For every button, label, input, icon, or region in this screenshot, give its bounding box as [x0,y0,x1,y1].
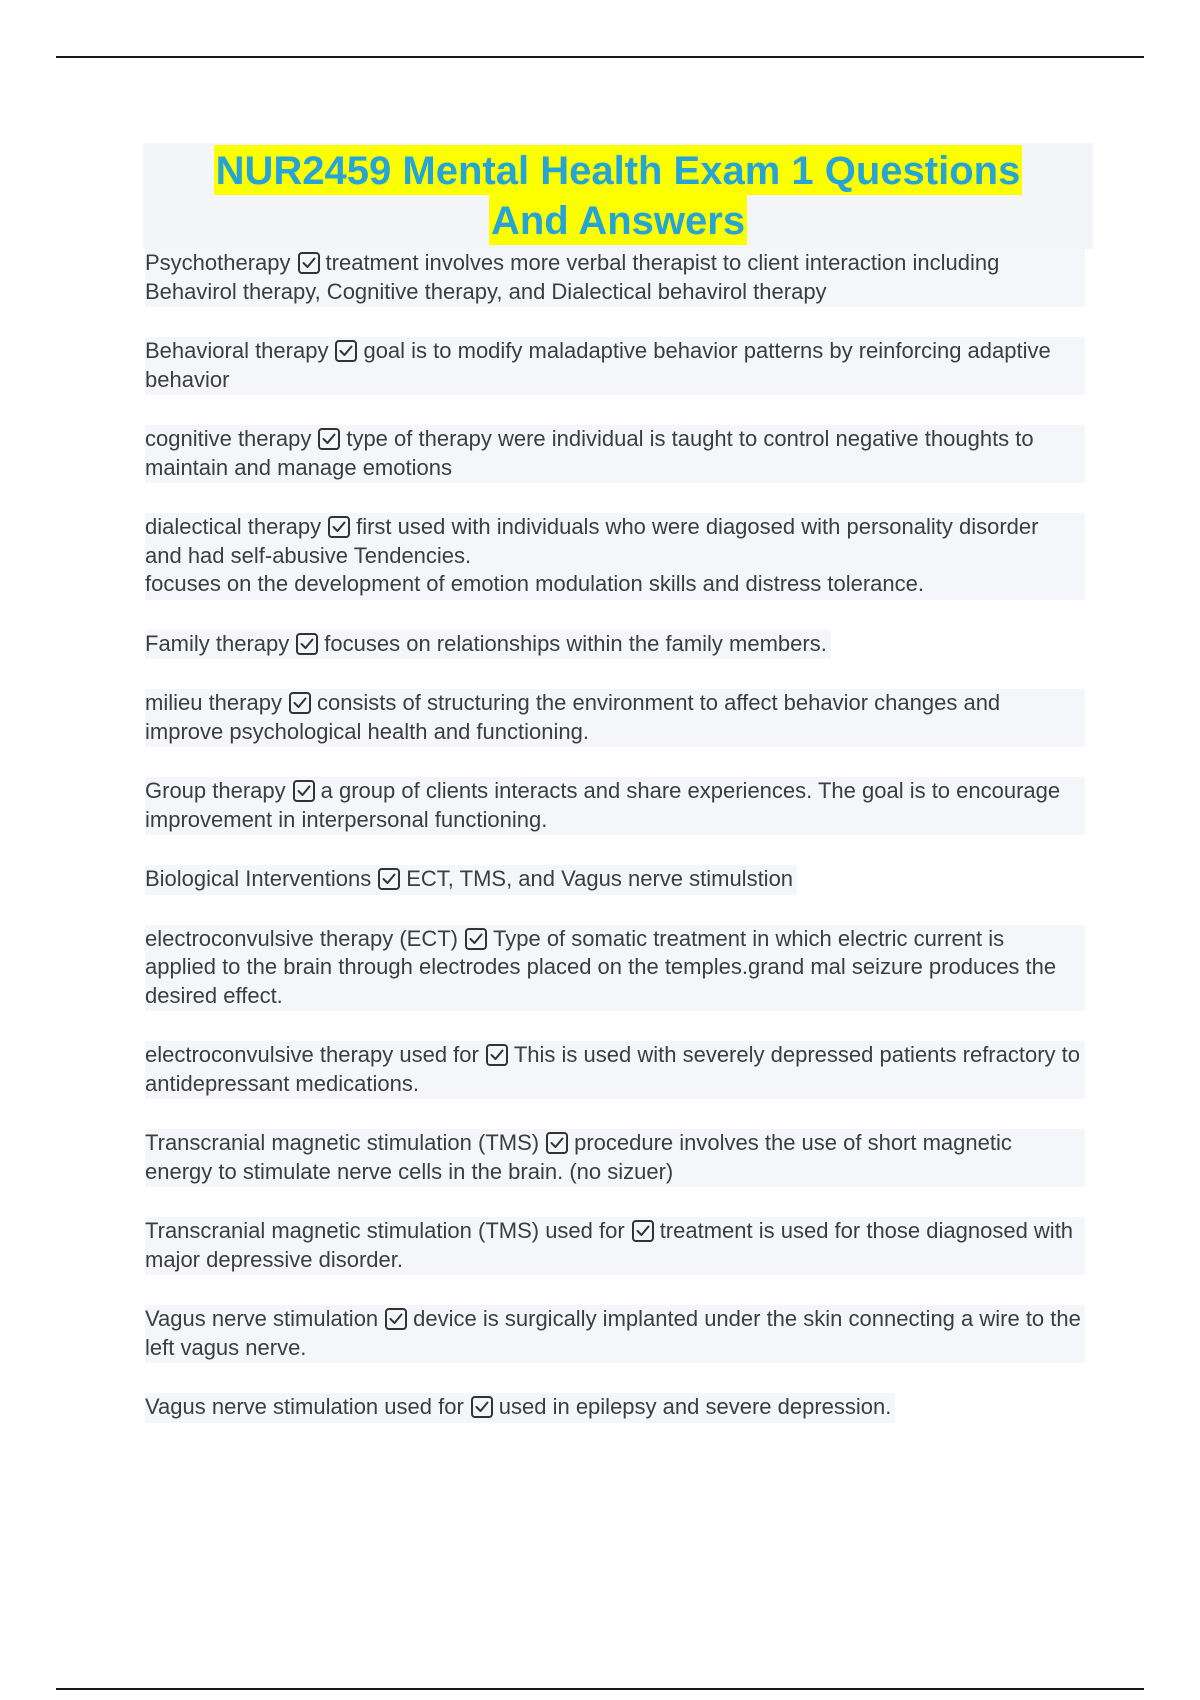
qa-list [145,249,1085,1423]
qa-term: Behavioral therapy [145,338,329,363]
qa-term: Vagus nerve stimulation used for [145,1394,464,1419]
title-line-1: NUR2459 Mental Health Exam 1 Questions [214,145,1023,195]
checkbox-checked-icon [465,928,487,950]
qa-item [145,865,797,895]
checkbox-checked-icon [318,428,340,450]
checkbox-checked-icon [328,516,350,538]
qa-answer: treatment involves more verbal therapist to client interaction including Behavirol therapy, Cognitive therapy, and Dialectical behavirol therapy [145,250,1000,304]
qa-term: electroconvulsive therapy used for [145,1042,479,1067]
qa-item [145,513,1085,600]
qa-term: Biological Interventions [145,866,372,891]
checkbox-checked-icon [335,340,357,362]
qa-term: electroconvulsive therapy (ECT) [145,925,459,951]
checkbox-checked-icon [289,692,311,714]
checkbox-checked-icon [298,252,320,274]
qa-answer: type of therapy were individual is taught to control negative thoughts to maintain and manage emotions [145,426,1034,480]
qa-answer: This is used with severely depressed patients refractory to antidepressant medications. [145,1042,1081,1096]
checkbox-checked-icon [296,633,318,655]
qa-answer: consists of structuring the environment to affect behavior changes and improve psychological health and functioning. [145,690,1001,744]
qa-item [145,689,1085,747]
checkbox-checked-icon [378,868,400,890]
qa-answer: first used with individuals who were diagosed with personality disorder and had self-abusive Tendencies. [145,514,1039,568]
qa-answer-continuation: focuses on the development of emotion modulation skills and distress tolerance. [145,571,924,596]
qa-answer: goal is to modify maladaptive behavior patterns by reinforcing adaptive behavior [145,338,1051,392]
qa-answer: treatment is used for those diagnosed with major depressive disorder. [145,1218,1074,1272]
qa-item [145,1305,1085,1363]
qa-term: dialectical therapy [145,514,322,539]
bottom-rule [56,1688,1144,1690]
checkbox-checked-icon [293,780,315,802]
qa-answer: device is surgically implanted under the skin connecting a wire to the left vagus nerve. [145,1306,1081,1360]
checkbox-checked-icon [546,1132,568,1154]
qa-item [145,777,1085,835]
qa-answer: Type of somatic treatment in which electric current is applied to the brain through electrodes placed on the temples.grand mal seizure produces the desired effect. [145,925,1057,1008]
qa-item [145,630,831,660]
qa-term: Psychotherapy [145,250,291,275]
qa-answer: a group of clients interacts and share experiences. The goal is to encourage improvement in interpersonal functioning. [145,778,1061,832]
qa-item [145,925,1085,1012]
qa-item [145,249,1085,307]
qa-item [145,1041,1085,1099]
checkbox-checked-icon [471,1396,493,1418]
checkbox-checked-icon [632,1220,654,1242]
top-rule [56,56,1144,58]
qa-term: Family therapy [145,630,290,656]
title-line-2: And Answers [489,195,747,245]
qa-item [145,1217,1085,1275]
qa-term: Group therapy [145,778,286,803]
qa-item [145,337,1085,395]
qa-item [145,425,1085,483]
qa-item [145,1393,895,1423]
qa-term: Transcranial magnetic stimulation (TMS) [145,1130,540,1155]
qa-term: cognitive therapy [145,426,312,451]
qa-answer: used in epilepsy and severe depression. [498,1394,892,1419]
checkbox-checked-icon [486,1044,508,1066]
qa-item [145,1129,1085,1187]
qa-answer: procedure involves the use of short magnetic energy to stimulate nerve cells in the brain. (no sizuer) [145,1130,1012,1184]
document-title [143,143,1093,249]
qa-term: milieu therapy [145,690,282,715]
qa-answer: focuses on relationships within the family members. [324,630,827,656]
qa-term: Vagus nerve stimulation [145,1306,379,1331]
qa-term: Transcranial magnetic stimulation (TMS) used for [145,1218,625,1243]
checkbox-checked-icon [385,1308,407,1330]
qa-answer: ECT, TMS, and Vagus nerve stimulstion [406,866,794,891]
